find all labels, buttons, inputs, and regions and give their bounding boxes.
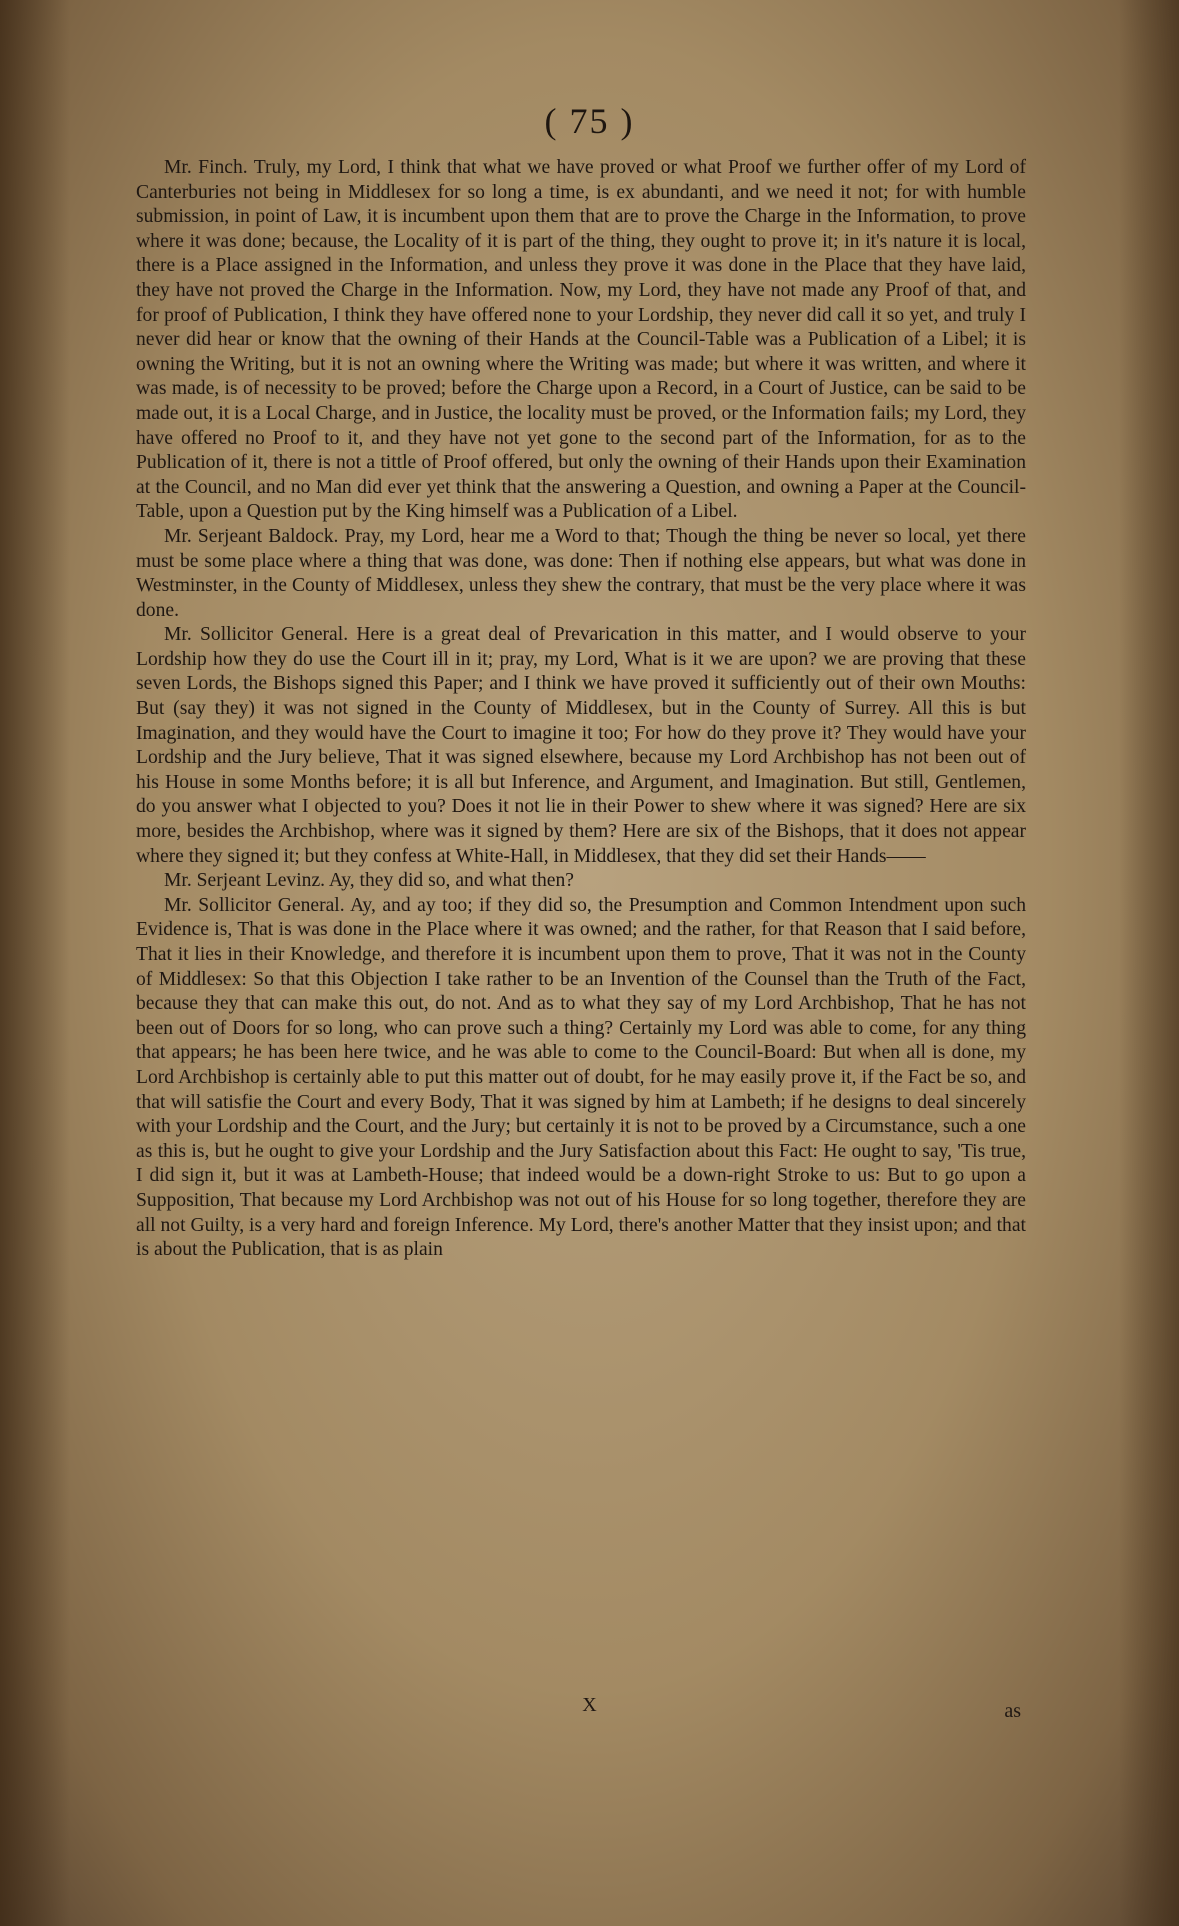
paragraph-sollicitor-general-1: Mr. Sollicitor General. Here is a great deal of Prevarication in this matter, and I would observe to your Lordship how they do use the Court ill in it; pray, my Lord, What is it we are upon? we are proving that these seven Lords, the Bishops signed this Paper; and I think we have proved it sufficiently out of their own Mouths: But (say they) it was not signed in the County of Middlesex, but in the County of Surrey. All this is but Imagination, and they would have the Court to imagine it too; For how do they prove it? They would have your Lordship and the Jury believe, That it was signed elsewhere, because my Lord Archbishop has not been out of his House in some Months before; it is all but Inference, and Argument, and Imagination. But still, Gentlemen, do you answer what I objected to you? Does it not lie in their Power to shew where it was signed? Here are six more, besides the Archbishop, where was it signed by them? Here are six of the Bishops, that it does not appear where they signed it; but they confess at White-Hall, in Middlesex, that they did set their Hands—— (136, 624, 1026, 867)
paragraph-baldock: Mr. Serjeant Baldock. Pray, my Lord, hear me a Word to that; Though the thing be never so local, yet there must be some place where a thing that was done, was done: Then if nothing else appears, but what was done in Westminster, in the County of Middlesex, unless they shew the contrary, that must be the very place where it was done. (136, 525, 1026, 621)
catchword: as (1004, 1700, 1021, 1722)
page-number: ( 75 ) (544, 101, 635, 141)
paragraph-levinz: Mr. Serjeant Levinz. Ay, they did so, and what then? (164, 870, 574, 892)
signature-mark: X (582, 1694, 597, 1716)
paragraph-sollicitor-general-2: Mr. Sollicitor General. Ay, and ay too; if they did so, the Presumption and Common Intendment upon such Evidence is, That is was done in the Place where it was owned; and the rather, for that Reason that I said before, That it lies in their Knowledge, and therefore it is incumbent upon them to prove, That it was not in the County of Middlesex: So that this Objection I take rather to be an Invention of the Counsel than the Truth of the Fact, because they that can make this out, do not. And as to what they say of my Lord Archbishop, That he has not been out of Doors for so long, who can prove such a thing? Certainly my Lord was able to come, for any thing that appears; he has been here twice, and he was able to come to the Council-Board: But when all is done, my Lord Archbishop is certainly able to put this matter out of doubt, for he may easily prove it, if the Fact be so, and that will satisfie the Court and every Body, That it was signed by him at Lambeth; if he designs to deal sincerely with your Lordship and the Court, and the Jury; but certainly it is not to be proved by a Circumstance, such a one as this is, but he ought to give your Lordship and the Jury Satisfaction about this Fact: He ought to say, 'Tis true, I did sign it, but it was at Lambeth-House; that indeed would be a down-right Stroke to us: But to go upon a Supposition, That because my Lord Archbishop was not out of his House for so long together, therefore they are all not Guilty, is a very hard and foreign Inference. My Lord, there's another Matter that they insist upon; and that is about the Publication, that is as plain (136, 894, 1026, 1261)
page-shadow-left (0, 0, 70, 1926)
page-shadow-right (1119, 0, 1179, 1926)
paragraph-finch: Mr. Finch. Truly, my Lord, I think that what we have proved or what Proof we further offer of my Lord of Canterburies not being in Middlesex for so long a time, is ex abundanti, and we need it not; for with humble submission, in point of Law, it is incumbent upon them that are to prove the Charge in the Information, to prove where it was done; because, the Locality of it is part of the thing, they ought to prove it; in it's nature it is local, there is a Place assigned in the Information, and unless they prove it was done in the Place that they have laid, they have not proved the Charge in the Information. Now, my Lord, they have not made any Proof of that, and for proof of Publication, I think they have offered none to your Lordship, they never did call it so yet, and truly I never did hear or know that the owning of their Hands at the Council-Table was a Publication of a Libel; it is owning the Writing, but it is not an owning where the Writing was made; but where it was written, and where it was made, is of necessity to be proved; before the Charge upon a Record, in a Court of Justice, can be said to be made out, it is a Local Charge, and in Justice, the locality must be proved, or the Information fails; my Lord, they have offered no Proof to it, and they have not yet gone to the second part of the Information, for as to the Publication of it, there is not a tittle of Proof offered, but only the owning of their Hands upon their Examination at the Council, and no Man did ever yet think that the answering a Question, and owning a Paper at the Council-Table, upon a Question put by the King himself was a Publication of a Libel. (136, 157, 1026, 523)
body-text (136, 156, 1026, 1263)
